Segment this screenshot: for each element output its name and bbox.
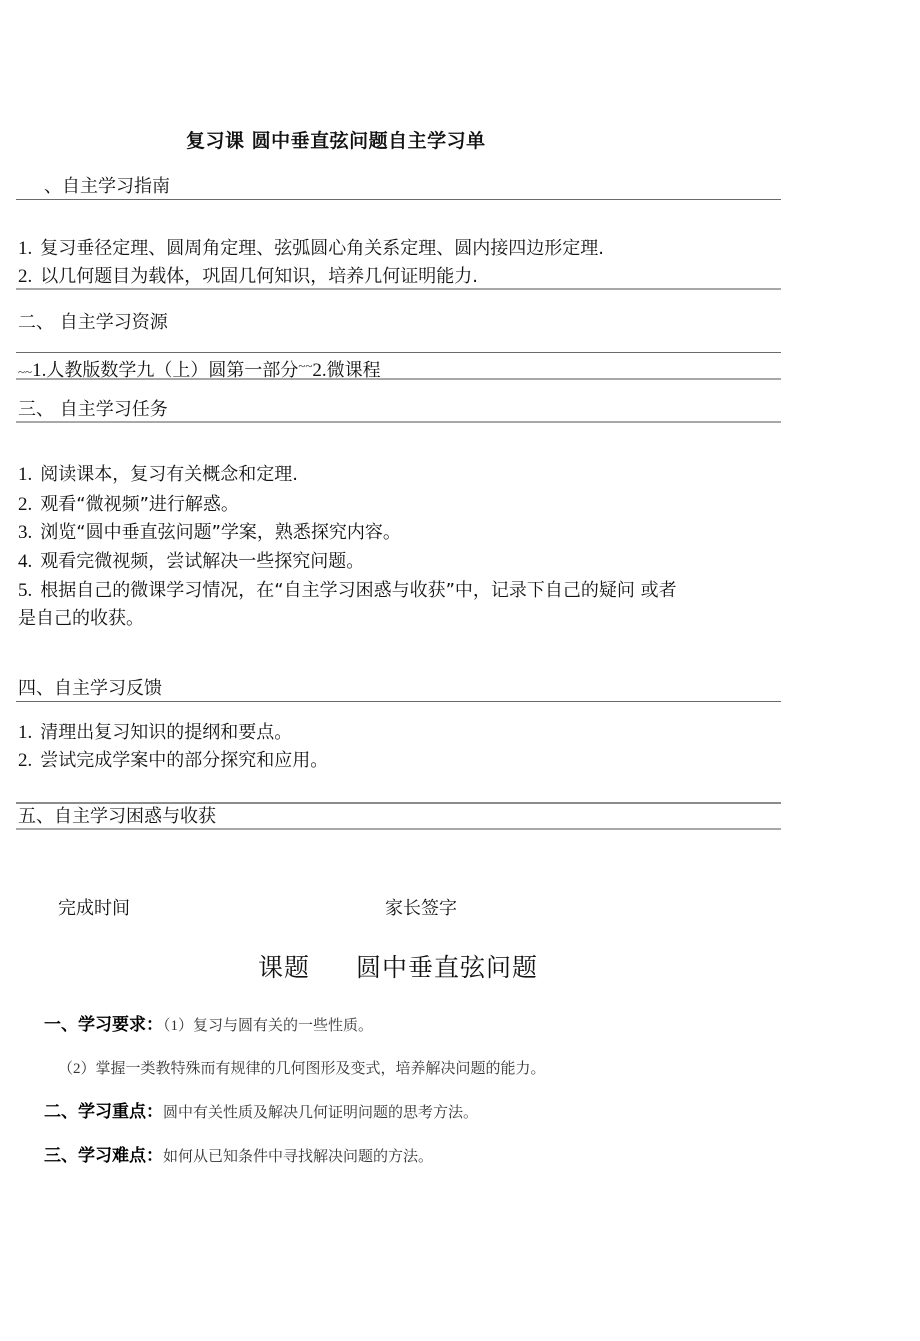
lesson-title (258, 948, 538, 984)
list-number: 2. (18, 494, 33, 515)
list-item (18, 722, 292, 744)
key-points (44, 1102, 478, 1122)
learning-requirement-2 (58, 1058, 546, 1079)
list-item (18, 551, 364, 573)
list-number: 4. (18, 551, 33, 572)
requirement-2-num: （2） (58, 1061, 96, 1077)
section-heading-guide: 、自主学习指南 (44, 176, 170, 197)
divider (16, 288, 781, 290)
list-number: 1. (18, 722, 33, 743)
resource-separator: ~~ (298, 358, 313, 373)
list-text: 尝试完成学案中的部分探究和应用。 (40, 750, 329, 771)
list-number: 1. (18, 238, 33, 259)
list-text: 复习垂径定理、圆周角定理、弦弧圆心角关系定理、圆内接四边形定理. (40, 238, 604, 259)
list-text: 浏览“圆中垂直弦问题”学案，熟悉探究内容。 (40, 522, 401, 543)
list-text: 观看“微视频”进行解惑。 (40, 494, 239, 515)
requirement-2-text: 掌握一类教特殊而有规律的几何图形及变式，培养解决问题的能力。 (95, 1059, 546, 1077)
list-item (18, 464, 298, 486)
list-number: 2. (18, 266, 33, 287)
list-item (18, 750, 328, 772)
key-points-text: 圆中有关性质及解决几何证明问题的思考方法。 (163, 1103, 479, 1121)
list-item (18, 266, 478, 288)
divider (16, 802, 781, 804)
difficulties-label: 三、学习难点： (44, 1146, 163, 1166)
list-number: 1. (18, 464, 33, 485)
resource-item1-num: 1. (32, 360, 47, 381)
lesson-title-text: 圆中垂直弦问题 (356, 953, 539, 982)
completion-time-label: 完成时间 (58, 898, 130, 919)
list-text: 清理出复习知识的提纲和要点。 (40, 722, 293, 743)
list-number: 2. (18, 750, 33, 771)
requirement-1-num: （1） (163, 1018, 194, 1034)
divider (16, 352, 781, 353)
document-title: 复习课 圆中垂直弦问题自主学习单 (186, 130, 486, 152)
difficulties-text: 如何从已知条件中寻找解决问题的方法。 (163, 1147, 434, 1165)
requirements-label: 一、学习要求： (44, 1015, 163, 1035)
list-number: 3. (18, 522, 33, 543)
list-text: 阅读课本，复习有关概念和定理. (40, 464, 298, 485)
resource-item2-num: 2. (312, 360, 327, 381)
lesson-title-label: 课题 (258, 953, 311, 982)
learning-requirements (44, 1015, 373, 1036)
list-item (18, 494, 239, 516)
list-item (18, 580, 677, 602)
list-item (18, 522, 401, 544)
list-text: 根据自己的微课学习情况，在“自主学习困惑与收获”中，记录下自己的疑问 或者 (40, 580, 677, 601)
list-item-continuation: 是自己的收获。 (18, 608, 144, 629)
list-number: 5. (18, 580, 33, 601)
divider (16, 421, 781, 423)
list-item (18, 238, 604, 260)
key-points-label: 二、学习重点： (44, 1102, 163, 1122)
divider (16, 199, 781, 200)
section-heading-feedback: 四、自主学习反馈 (18, 678, 162, 699)
requirement-1-text: 复习与圆有关的一些性质。 (193, 1016, 374, 1034)
resource-item2-text: 微课程 (326, 360, 381, 381)
divider (16, 378, 781, 380)
resource-prefix: ~~ (18, 364, 33, 379)
section-heading-tasks: 三、 自主学习任务 (18, 399, 168, 420)
difficulties (44, 1146, 433, 1166)
parent-signature-label: 家长签字 (385, 898, 457, 919)
divider (16, 701, 781, 702)
list-text: 观看完微视频，尝试解决一些探究问题。 (40, 551, 365, 572)
divider (16, 828, 781, 830)
resource-item1-text: 人教版数学九（上）圆第一部分 (46, 360, 299, 381)
list-text: 以几何题目为载体，巩固几何知识，培养几何证明能力. (40, 266, 478, 287)
section-heading-reflection: 五、自主学习困惑与收获 (18, 806, 216, 827)
section-heading-resources: 二、 自主学习资源 (18, 312, 168, 333)
